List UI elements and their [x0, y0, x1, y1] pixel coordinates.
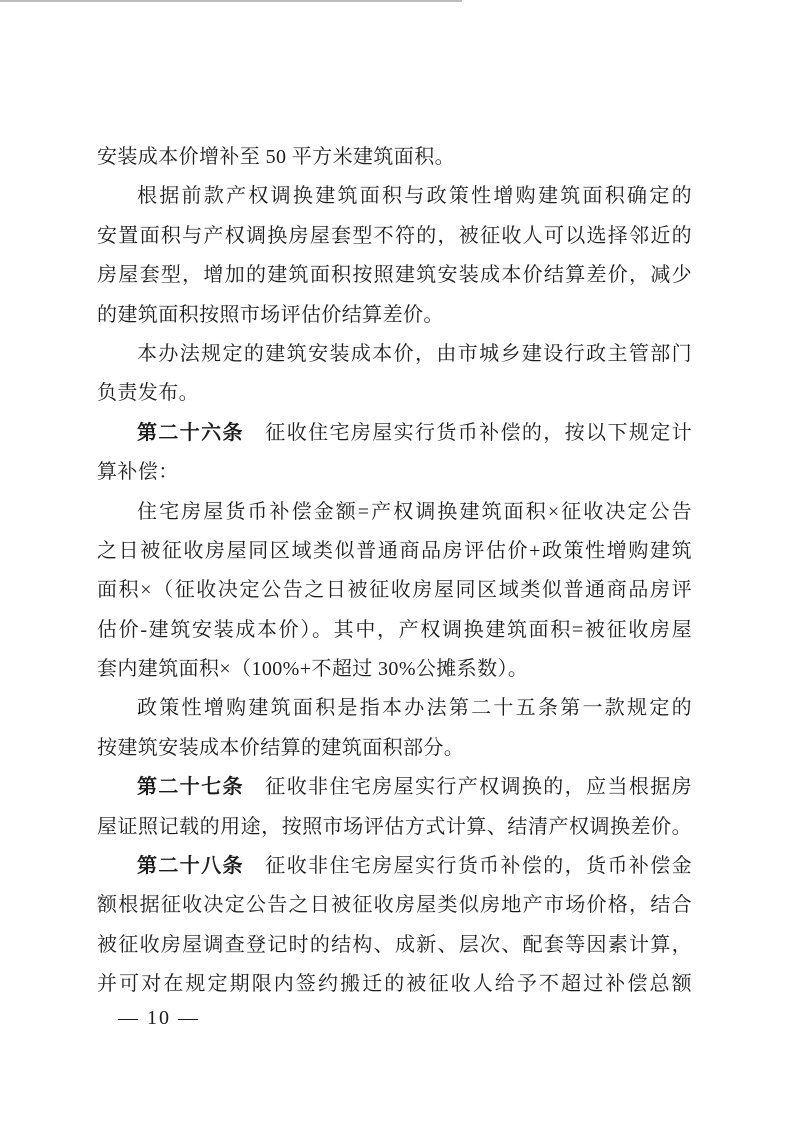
page-number: — 10 — [118, 1007, 200, 1029]
text-line [97, 374, 692, 413]
text-line [97, 217, 692, 256]
article-number: 第二十六条 [137, 421, 244, 444]
text-segment: 房屋套型，增加的建筑面积按照建筑安装成本价结算差价，减少 [97, 264, 692, 287]
text-segment: 被征收房屋调查登记时的结构、成新、层次、配套等因素计算， [97, 933, 692, 956]
text-segment: 征收非住宅房屋实行产权调换的，应当根据房 [243, 776, 692, 799]
text-segment: 的建筑面积按照市场评估价结算差价。 [97, 303, 444, 326]
text-line [97, 886, 692, 925]
text-line [97, 611, 692, 650]
text-line [97, 532, 692, 571]
text-line [97, 453, 692, 492]
text-segment: 之日被征收房屋同区域类似普通商品房评估价+政策性增购建筑 [97, 539, 692, 562]
text-line [97, 729, 692, 768]
article-number: 第二十七条 [137, 776, 244, 799]
text-segment: 根据前款产权调换建筑面积与政策性增购建筑面积确定的 [137, 185, 692, 208]
text-line [97, 138, 692, 177]
text-segment: 屋证照记载的用途，按照市场评估方式计算、结清产权调换差价。 [97, 815, 692, 838]
text-line [97, 965, 692, 1004]
article-heading-line [97, 847, 692, 886]
text-line [97, 571, 692, 610]
text-line [97, 689, 692, 728]
text-block [97, 138, 692, 1005]
scan-edge-artifact [0, 0, 462, 2]
text-segment: 征收住宅房屋实行货币补偿的，按以下规定计 [243, 421, 692, 444]
article-heading-line [97, 414, 692, 453]
article-number: 第二十八条 [137, 855, 244, 878]
text-segment: 本办法规定的建筑安装成本价，由市城乡建设行政主管部门 [137, 342, 692, 365]
text-segment: 按建筑安装成本价结算的建筑面积部分。 [97, 736, 465, 759]
text-line [97, 177, 692, 216]
text-line [97, 650, 692, 689]
text-line [97, 296, 692, 335]
text-segment: 负责发布。 [97, 382, 199, 405]
text-segment: 安置面积与产权调换房屋套型不符的，被征收人可以选择邻近的 [97, 224, 692, 247]
text-line [97, 493, 692, 532]
text-segment: 面积×（征收决定公告之日被征收房屋同区域类似普通商品房评 [97, 579, 692, 602]
text-segment: 算补偿： [97, 461, 179, 484]
text-segment: 征收非住宅房屋实行货币补偿的，货币补偿金 [243, 855, 692, 878]
text-segment: 安装成本价增补至 50 平方米建筑面积。 [97, 146, 455, 168]
article-heading-line [97, 768, 692, 807]
text-segment: 政策性增购建筑面积是指本办法第二十五条第一款规定的 [137, 697, 692, 720]
text-segment: 套内建筑面积×（100%+不超过 30%公摊系数）。 [97, 658, 529, 681]
text-segment: 估价-建筑安装成本价）。其中，产权调换建筑面积=被征收房屋 [97, 618, 692, 641]
text-segment: 并可对在规定期限内签约搬迁的被征收人给予不超过补偿总额 [97, 973, 692, 996]
text-segment: 额根据征收决定公告之日被征收房屋类似房地产市场价格，结合 [97, 894, 692, 917]
text-line [97, 926, 692, 965]
text-segment: 住宅房屋货币补偿金额=产权调换建筑面积×征收决定公告 [137, 500, 692, 523]
text-line [97, 256, 692, 295]
text-line [97, 335, 692, 374]
text-line [97, 808, 692, 847]
